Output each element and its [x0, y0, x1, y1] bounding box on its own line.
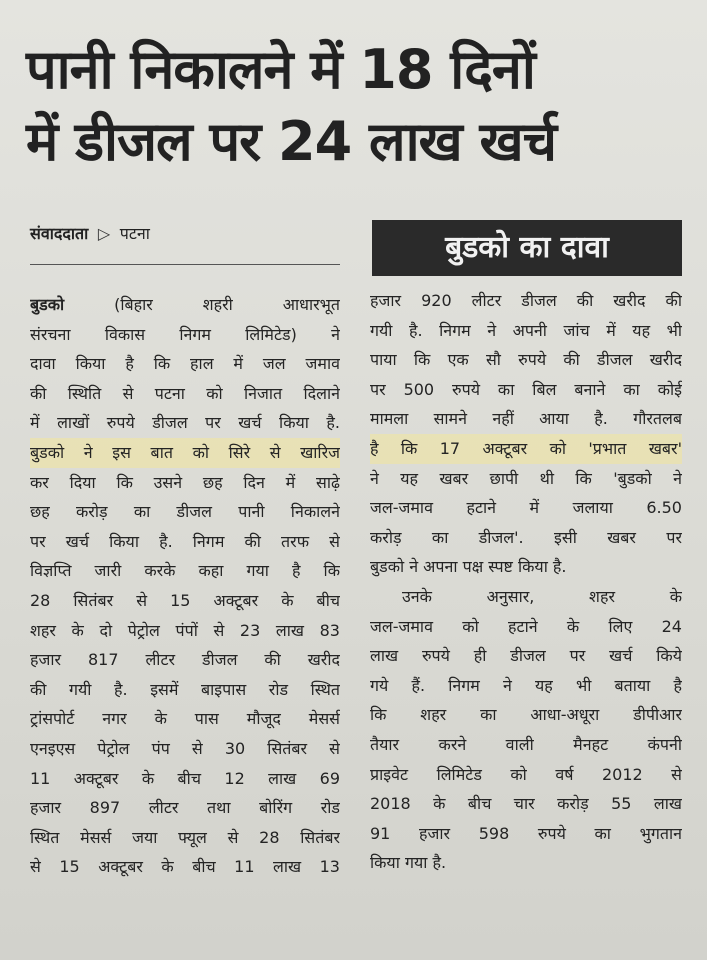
left-line-0-text: (बिहार शहरी आधारभूत [64, 295, 340, 314]
headline [26, 34, 686, 178]
right-line-19: किया गया है. [370, 853, 447, 873]
left-line-19: से 15 अक्टूबर के बीच 11 लाख 13 [30, 857, 340, 877]
left-line-4: में लाखों रुपये डीजल पर खर्च किया है. [30, 413, 340, 433]
left-line-7: छह करोड़ का डीजल पानी निकालने [30, 502, 340, 522]
headline-line-1: पानी निकालने में 18 दिनों [26, 38, 535, 101]
left-line-10: 28 सितंबर से 15 अक्टूबर के बीच [30, 590, 340, 610]
byline-arrow-icon: ▷ [97, 224, 111, 243]
left-line-5: बुडको ने इस बात को सिरे से खारिज [30, 438, 340, 468]
section-banner: बुडको का दावा [372, 220, 682, 276]
right-line-14: कि शहर का आधा-अधूरा डीपीआर [370, 705, 682, 725]
right-line-5: है कि 17 अक्टूबर को 'प्रभात खबर' [370, 434, 682, 464]
right-line-17: 2018 के बीच चार करोड़ 55 लाख [370, 794, 682, 814]
left-line-9: विज्ञप्ति जारी करके कहा गया है कि [30, 561, 340, 581]
right-line-16: प्राइवेट लिमिटेड को वर्ष 2012 से [370, 764, 682, 784]
right-line-18: 91 हजार 598 रुपये का भुगतान [370, 823, 682, 843]
right-line-12: लाख रुपये ही डीजल पर खर्च किये [370, 646, 682, 666]
left-line-1: संरचना विकास निगम लिमिटेड) ने [30, 324, 340, 344]
left-line-11: शहर के दो पेट्रोल पंपों से 23 लाख 83 [30, 620, 340, 640]
right-line-15: तैयार करने वाली मैनहट कंपनी [370, 734, 682, 754]
right-line-7: जल-जमाव हटाने में जलाया 6.50 [370, 498, 682, 518]
lead-word: बुडको [30, 295, 65, 314]
left-line-16: 11 अक्टूबर के बीच 12 लाख 69 [30, 768, 340, 788]
left-line-2: दावा किया है कि हाल में जल जमाव [30, 354, 340, 374]
right-line-2: पाया कि एक सौ रुपये की डीजल खरीद [370, 350, 682, 370]
right-line-11: जल-जमाव को हटाने के लिए 24 [370, 616, 682, 636]
byline [30, 222, 330, 244]
left-line-0 [30, 290, 340, 320]
byline-reporter: संवाददाता [30, 224, 89, 243]
right-column [370, 286, 682, 878]
right-line-8: करोड़ का डीजल'. इसी खबर पर [370, 527, 682, 547]
right-line-3: पर 500 रुपये का बिल बनाने का कोई [370, 379, 682, 399]
left-line-18: स्थित मेसर्स जया फ्यूल से 28 सितंबर [30, 827, 340, 847]
right-line-1: गयी है. निगम ने अपनी जांच में यह भी [370, 320, 682, 340]
right-line-0: हजार 920 लीटर डीजल की खरीद की [370, 291, 682, 310]
right-line-10: उनके अनुसार, शहर के [402, 586, 682, 606]
left-line-17: हजार 897 लीटर तथा बोरिंग रोड [30, 798, 340, 818]
left-line-8: पर खर्च किया है. निगम की तरफ से [30, 531, 340, 551]
left-line-14: ट्रांसपोर्ट नगर के पास मौजूद मेसर्स [30, 709, 340, 729]
right-line-13: गये हैं. निगम ने यह भी बताया है [370, 675, 682, 695]
right-line-9: बुडको ने अपना पक्ष स्पष्ट किया है. [370, 557, 567, 577]
left-line-6: कर दिया कि उसने छह दिन में साढ़े [30, 472, 340, 492]
left-line-15: एनइएस पेट्रोल पंप से 30 सितंबर से [30, 738, 340, 758]
right-line-4: मामला सामने नहीं आया है. गौरतलब [370, 409, 682, 429]
byline-place: पटना [119, 224, 150, 243]
left-line-12: हजार 817 लीटर डीजल की खरीद [30, 650, 340, 670]
right-line-6: ने यह खबर छापी थी कि 'बुडको ने [370, 468, 682, 488]
left-line-3: की स्थिति से पटना को निजात दिलाने [30, 383, 340, 403]
headline-line-2: में डीजल पर 24 लाख खर्च [26, 110, 556, 173]
left-column [30, 290, 340, 882]
left-line-13: की गयी है. इसमें बाइपास रोड स्थित [30, 679, 340, 699]
byline-divider [30, 264, 340, 265]
